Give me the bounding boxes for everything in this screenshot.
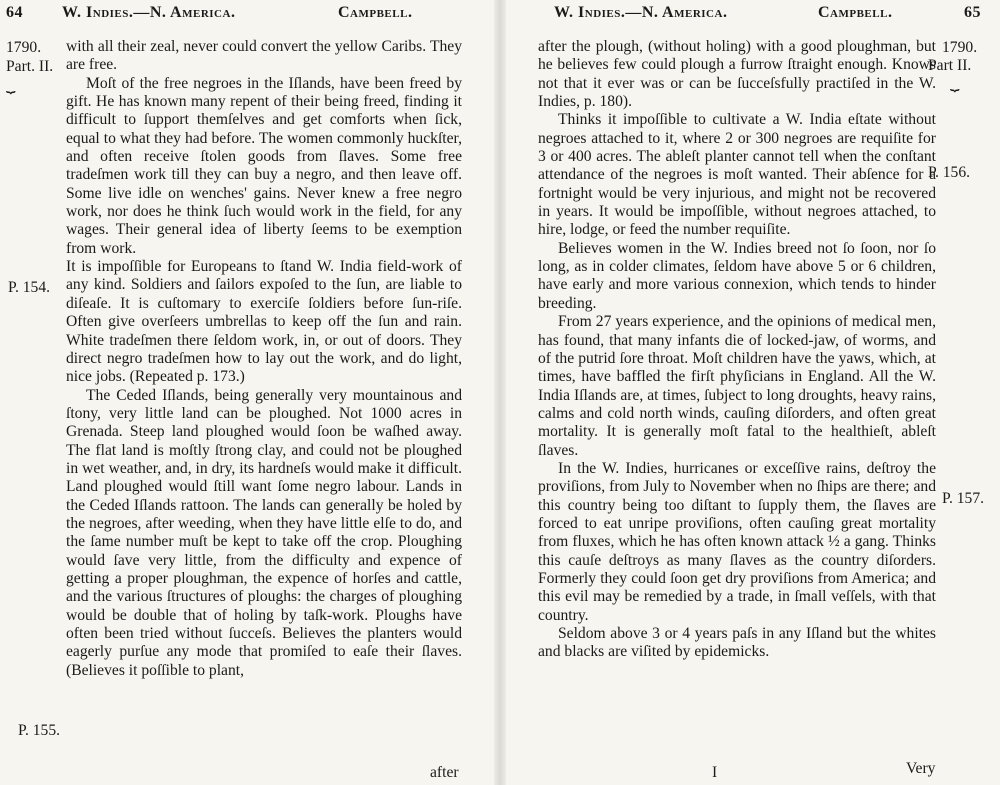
left-head-author: Campbell. xyxy=(338,4,413,21)
right-paragraph-3: Believes women in the W. Indies breed not ſo ſoon, nor ſo long, as in colder climates, ſeldom have above 5 or 6 children, have early and more various connexion, which tends to hinder breeding. xyxy=(538,239,936,312)
left-page xyxy=(0,0,494,785)
right-body-text xyxy=(538,38,936,662)
right-running-head xyxy=(506,4,1000,26)
right-margin-brace: ⏟ xyxy=(950,74,960,91)
left-running-head xyxy=(0,4,494,26)
right-page-number: 65 xyxy=(964,4,981,21)
left-paragraph-2: Moſt of the free negroes in the Iſlands, have been freed by gift. He has known many repent of their being freed, finding it difficult to ſupport themſelves and get comforts when ſick, equal to what they had before. The women commonly huckſter, and often receive ſtolen goods from ſlaves. Some free tradeſmen work till they can buy a negro, and then leave off. Some live idle on wenches' gains. Never knew a free negro work, nor does he think ſuch would work in the field, for any wages. Their general idea of liberty ſeems to be exemption from work. xyxy=(66,74,462,257)
right-head-author: Campbell. xyxy=(818,4,893,21)
right-paragraph-5: In the W. Indies, hurricanes or exceſſive rains, deſtroy the proviſions, from July to November when no ſhips are there; and this country being too diſtant to ſupply them, the ſlaves are forced to eat unripe proviſions, often cauſing great mortality from fluxes, which he has often known attack ½ a gang. Thinks this cauſe deſtroys as many ſlaves as the country diſorders. Formerly they could ſoon get dry proviſions from America; and this evil may be remedied by a trade, in ſmall veſſels, with that country. xyxy=(538,459,936,624)
left-margin-part: Part. II. xyxy=(6,58,54,75)
right-catchword: Very xyxy=(906,760,936,777)
left-body-text xyxy=(66,38,462,680)
right-paragraph-4: From 27 years experience, and the opinions of medical men, has found, that many infants die of locked-jaw, of worms, and of the putrid ſore throat. Moſt children have the yaws, which, at times, have baffled the firſt phyſicians in England. All the W. India Iſlands are, at times, ſubject to long droughts, heavy rains, calms and cold north winds, cauſing diſorders, and often great mortality. It is generally moſt fatal to the healthieſt, ableſt ſlaves. xyxy=(538,313,936,459)
right-head-title: W. Indies.—N. America. xyxy=(554,4,728,21)
left-head-title: W. Indies.—N. America. xyxy=(62,4,236,21)
right-page xyxy=(506,0,1000,785)
right-margin-year: 1790. xyxy=(942,39,978,56)
right-paragraph-6: Seldom above 3 or 4 years paſs in any Iſland but the whites and blacks are viſited by epidemicks. xyxy=(538,625,936,661)
left-page-number: 64 xyxy=(6,4,23,21)
right-margin-ref-156: P. 156. xyxy=(928,164,971,181)
left-paragraph-4: The Ceded Iſlands, being generally very mountainous and ſtony, very little land can be ploughed. Not 1000 acres in Grenada. Steep land ploughed would ſoon be waſhed away. The flat land is moſtly ſtrong clay, and could not be ploughed in wet weather, and, in dry, its hardneſs would make it difficult. Land ploughed would ſtill want ſome negro labour. Lands in the Ceded Iſlands rattoon. The lands can generally be holed by the negroes, after weeding, when they have little elſe to do, and the ſame number muſt be kept to take off the crop. Ploughing would ſave very little, from the difficulty and expence of getting a proper ploughman, the expence of horſes and cattle, and the various ſtructures of ploughs: the charges of ploughing would be double that of holing by taſk-work. Ploughs have often been tried without ſucceſs. Believes the planters would eagerly purſue any mode that promiſed to eaſe their ſlaves. (Believes it poſſible to plant, xyxy=(66,386,462,679)
right-paragraph-1: after the plough, (without holing) with a good ploughman, but he believes few could plough a furrow ſtraight enough. Knows not that it ever was or can be ſucceſsfully practiſed in the W. Indies, p. 180). xyxy=(538,38,936,111)
book-gutter xyxy=(494,0,506,785)
right-margin-ref-157: P. 157. xyxy=(942,490,985,507)
left-paragraph-1: with all their zeal, never could convert the yellow Caribs. They are free. xyxy=(66,38,462,74)
right-paragraph-2: Thinks it impoſſible to cultivate a W. India eſtate without negroes attached to it, where 2 or 300 negroes are requiſite for 3 or 400 acres. The ableſt planter cannot tell when the conſtant attendance of the negroes is moſt wanted. Their abſence for a fortnight would be very injurious, and might not be recovered in years. It would be impoſſible, without negroes attached, to hire, lodge, or feed the number requiſite. xyxy=(538,111,936,239)
left-margin-year: 1790. xyxy=(6,39,42,56)
left-margin-ref-155: P. 155. xyxy=(18,722,61,739)
right-margin-part: Part II. xyxy=(928,57,972,74)
left-paragraph-3: It is impoſſible for Europeans to ſtand W. India field-work of any kind. Soldiers and ſailors expoſed to the ſun, are liable to diſeaſe. It is cuſtomary to exerciſe ſoldiers before ſun-riſe. Often give overſeers umbrellas to keep off the ſun and rain. White tradeſmen there ſeldom work, in, or out of doors. They direct negro tradeſmen how to lay out the work, and do light, nice jobs. (Repeated p. 173.) xyxy=(66,258,462,386)
left-catchword: after xyxy=(430,764,459,781)
left-margin-brace: ⏟ xyxy=(6,76,16,93)
left-margin-ref-154: P. 154. xyxy=(8,279,51,296)
right-signature-mark: I xyxy=(712,764,718,781)
